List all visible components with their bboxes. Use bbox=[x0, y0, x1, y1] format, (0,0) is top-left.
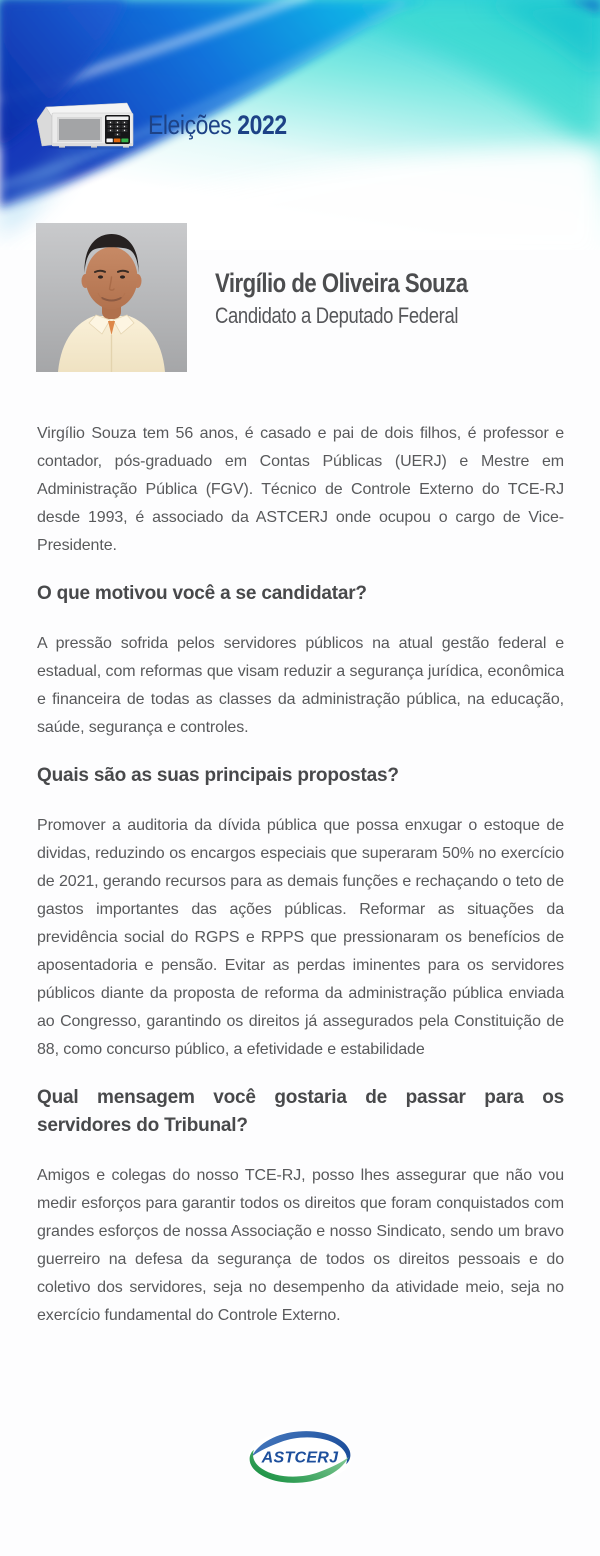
answer-3: Amigos e colegas do nosso TCE-RJ, posso lhes assegurar que não vou medir esforços para garantir todos os direitos que foram conquistados com grandes esforços de nossa Associação e nosso Sindicato, sendo um bravo guerreiro na defesa da segurança de todos os direitos pessoais e do coletivo dos servidores, seja no desempenho da atividade meio, seja no exercício fundamental do Controle Externo. bbox=[37, 1167, 564, 1324]
question-1: O que motivou você a se candidatar? bbox=[37, 583, 367, 604]
candidate-identity bbox=[215, 223, 468, 372]
brand-title-year: 2022 bbox=[237, 109, 287, 140]
answer-2: Promover a auditoria da dívida pública que possa enxugar o estoque de dividas, reduzindo os encargos especiais que superaram 50% no exercício de 2021, gerando recursos para as demais funções e rechaçando o teto de gastos importantes das ações públicas. Reformar as situações da previdência social do RGPS e RPPS que pressionaram os benefícios de aposentadoria e pensão. Evitar as perdas iminentes para os servidores públicos diante da proposta de reforma da administração pública enviada ao Congresso, garantindo os direitos já assegurados pela Constituição de 88, como concurso público, a efetividade e estabilidade bbox=[37, 817, 564, 1058]
question-2: Quais são as suas principais propostas? bbox=[37, 765, 399, 786]
candidate-photo bbox=[36, 223, 187, 372]
astcerj-logo-text: ASTCERJ bbox=[261, 1448, 339, 1467]
intro-paragraph: Virgílio Souza tem 56 anos, é casado e pai de dois filhos, é professor e contador, pós-graduado em Contas Públicas (UERJ) e Mestre em Administração Pública (FGV). Técnico de Controle Externo do TCE-RJ desde 1993, é associado da ASTCERJ onde ocupou o cargo de Vice-Presidente. bbox=[37, 425, 564, 554]
interview-article bbox=[37, 420, 564, 1350]
brand-title bbox=[148, 110, 287, 141]
election-brand bbox=[35, 100, 311, 150]
footer bbox=[0, 1428, 600, 1486]
candidate-profile bbox=[36, 223, 523, 372]
candidate-role: Candidato a Deputado Federal bbox=[215, 303, 459, 328]
answer-1: A pressão sofrida pelos servidores públicos na atual gestão federal e estadual, com reformas que visam reduzir a segurança jurídica, econômica e financeira de todas as classes da administração pública, na educação, saúde, segurança e controles. bbox=[37, 635, 564, 736]
urna-keypad bbox=[105, 115, 130, 144]
astcerj-logo bbox=[243, 1428, 357, 1486]
candidate-name: Virgílio de Oliveira Souza bbox=[215, 268, 468, 298]
brand-title-regular: Eleições bbox=[148, 109, 232, 140]
voting-machine-icon bbox=[35, 100, 139, 150]
urna-screen bbox=[57, 117, 102, 142]
question-3: Qual mensagem você gostaria de passar para os servidores do Tribunal? bbox=[37, 1087, 564, 1136]
